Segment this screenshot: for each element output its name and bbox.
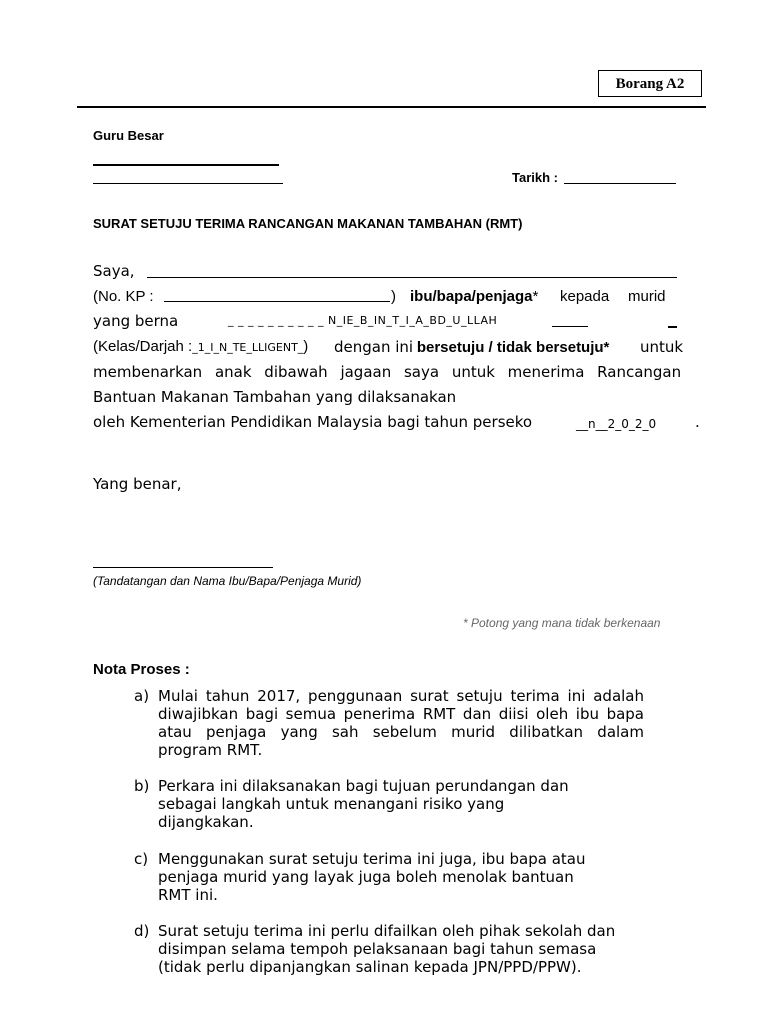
nota-item-text: Mulai tahun 2017, penggunaan surat setuju terima ini adalah diwajibkan bagi semua penerima RMT dan diisi oleh ibu bapa atau penjaga yang sah sebelum murid dilibatkan dalam program RMT.: [158, 687, 644, 759]
setuju-line: [334, 338, 609, 357]
murid-text: murid: [628, 288, 666, 305]
name-tail-line: [668, 326, 677, 328]
ibubapa-label: [410, 288, 538, 305]
form-label-box: Borang A2: [598, 70, 702, 97]
saya-label: Saya,: [93, 262, 135, 280]
nota-title: Nota Proses :: [93, 661, 190, 678]
kelas-value: _1_I_N_TE_LLIGENT_: [192, 341, 304, 354]
signature-caption: (Tandatangan dan Nama Ibu/Bapa/Penjaga Murid): [93, 574, 362, 588]
name-fill-line: [147, 277, 677, 278]
membenarkan-line: membenarkan anak dibawah jagaan saya untuk menerima Rancangan: [93, 363, 682, 381]
untuk-text: untuk: [640, 338, 684, 356]
tarikh-line: [564, 183, 676, 184]
student-name-underline: [552, 326, 588, 327]
nokp-label: (No. KP :: [93, 288, 154, 305]
signature-line: [93, 567, 273, 568]
student-name-field: _ _ _ _ _ _ _ _ _ _ N_IE_B_IN_T_I_A_BD_U_LLAH: [228, 314, 498, 327]
address-line-2: [93, 183, 283, 184]
nota-item-text: Menggunakan surat setuju terima ini juga, ibu bapa atau penjaga murid yang layak juga boleh menolak bantuan RMT ini.: [158, 850, 586, 904]
asterisk: *: [532, 288, 539, 305]
nota-item-label: a): [134, 687, 150, 705]
year-field: __n__2_0_2_0: [576, 417, 657, 431]
nota-item-c: [134, 850, 644, 904]
setuju-choice: bersetuju / tidak bersetuju*: [416, 339, 610, 356]
line-period: .: [695, 413, 700, 431]
nota-item-d: [134, 922, 644, 976]
ibubapa-text: ibu/bapa/penjaga: [410, 288, 533, 305]
nota-item-text: Surat setuju terima ini perlu difailkan oleh pihak sekolah dan disimpan selama tempoh pelaksanaan bagi tahun semasa (tidak perlu dipanjangkan salinan kepada JPN/PPD/PPW).: [158, 922, 616, 976]
nota-item-a: [134, 687, 644, 759]
guru-besar-label: Guru Besar: [93, 128, 164, 143]
kelas-close: ): [303, 338, 309, 355]
header-rule: [77, 106, 706, 108]
dengan-ini-text: dengan ini: [334, 338, 414, 356]
footnote: * Potong yang mana tidak berkenaan: [463, 616, 661, 630]
nota-item-label: b): [134, 777, 150, 795]
oleh-line: oleh Kementerian Pendidikan Malaysia bagi tahun perseko: [93, 413, 533, 431]
kelas-label: [93, 338, 308, 355]
nota-item-label: d): [134, 922, 150, 940]
document-title: SURAT SETUJU TERIMA RANCANGAN MAKANAN TAMBAHAN (RMT): [93, 216, 523, 231]
nota-item-b: [134, 777, 644, 831]
bantuan-line: Bantuan Makanan Tambahan yang dilaksanakan: [93, 388, 457, 406]
kepada-text: kepada: [560, 288, 610, 305]
tarikh-label: Tarikh :: [512, 170, 558, 185]
address-line-1: [93, 164, 279, 166]
kelas-open: (Kelas/Darjah :: [93, 338, 193, 355]
nota-item-label: c): [134, 850, 149, 868]
nota-item-text: Perkara ini dilaksanakan bagi tujuan perundangan dan sebagai langkah untuk menangani risiko yang dijangkakan.: [158, 777, 569, 831]
nokp-fill-line: [164, 301, 390, 302]
yang-benar-text: Yang benar,: [93, 475, 182, 493]
yang-bernama-label: yang berna: [93, 312, 179, 330]
nokp-close: ): [391, 288, 396, 305]
